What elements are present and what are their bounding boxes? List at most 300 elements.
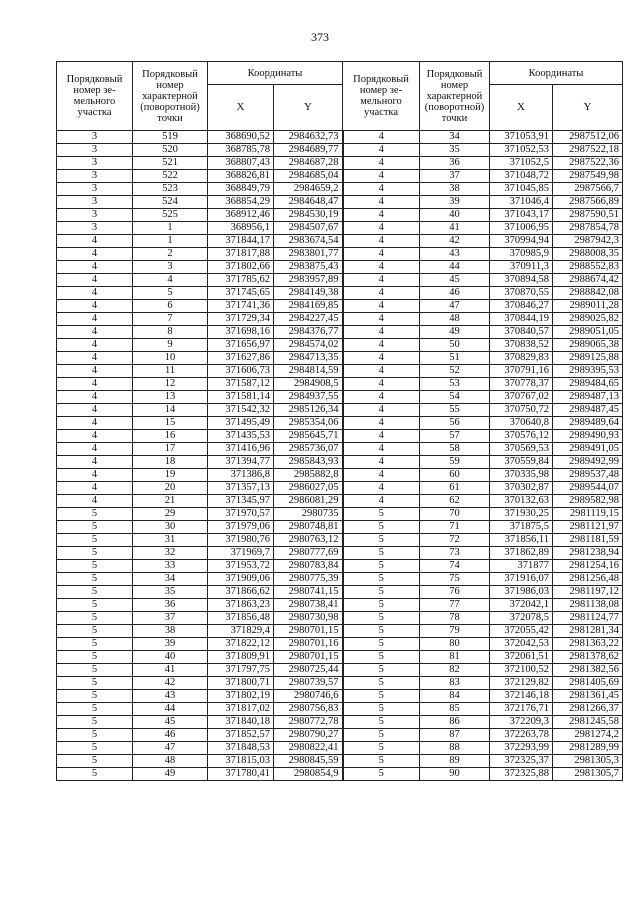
- table-row: [57, 586, 623, 599]
- cell-parcel-no-right: 4: [343, 170, 420, 183]
- cell-parcel-no: 5: [57, 703, 133, 716]
- cell-point-no: 43: [133, 690, 208, 703]
- cell-parcel-no-right: 4: [343, 144, 420, 157]
- cell-parcel-no: 4: [57, 404, 133, 417]
- cell-point-no: 41: [133, 664, 208, 677]
- cell-y-coord: 2986027,05: [274, 482, 343, 495]
- cell-y-coord: 2980756,83: [274, 703, 343, 716]
- cell-x-coord-right: 370132,63: [490, 495, 553, 508]
- cell-x-coord-right: 370767,02: [490, 391, 553, 404]
- cell-parcel-no-right: 5: [343, 508, 420, 521]
- cell-parcel-no: 4: [57, 339, 133, 352]
- cell-x-coord-right: 372293,99: [490, 742, 553, 755]
- cell-parcel-no-right: 5: [343, 651, 420, 664]
- table-row: [57, 248, 623, 261]
- cell-x-coord-right: 370911,3: [490, 261, 553, 274]
- table-row: [57, 508, 623, 521]
- cell-point-no: 36: [133, 599, 208, 612]
- cell-parcel-no: 5: [57, 729, 133, 742]
- cell-x-coord-right: 370994,94: [490, 235, 553, 248]
- cell-y-coord-right: 2981197,12: [553, 586, 623, 599]
- cell-parcel-no: 4: [57, 482, 133, 495]
- table-row: [57, 378, 623, 391]
- cell-x-coord-right: 371986,03: [490, 586, 553, 599]
- cell-x-coord: 371909,06: [208, 573, 274, 586]
- cell-parcel-no-right: 4: [343, 196, 420, 209]
- cell-point-no-right: 81: [420, 651, 490, 664]
- table-row: [57, 365, 623, 378]
- cell-x-coord: 371542,32: [208, 404, 274, 417]
- cell-y-coord: 2985882,8: [274, 469, 343, 482]
- cell-x-coord-right: 372078,5: [490, 612, 553, 625]
- table-body: [57, 131, 623, 781]
- cell-y-coord: 2985645,71: [274, 430, 343, 443]
- cell-y-coord-right: 2989582,98: [553, 495, 623, 508]
- cell-parcel-no: 5: [57, 690, 133, 703]
- cell-x-coord: 371979,06: [208, 521, 274, 534]
- table-row: [57, 768, 623, 781]
- cell-point-no: 12: [133, 378, 208, 391]
- cell-x-coord-right: 370640,8: [490, 417, 553, 430]
- cell-parcel-no-right: 4: [343, 482, 420, 495]
- table-row: [57, 274, 623, 287]
- cell-point-no-right: 76: [420, 586, 490, 599]
- cell-parcel-no-right: 4: [343, 287, 420, 300]
- cell-y-coord: 2983875,43: [274, 261, 343, 274]
- cell-y-coord: 2983801,77: [274, 248, 343, 261]
- cell-point-no-right: 79: [420, 625, 490, 638]
- cell-point-no: 521: [133, 157, 208, 170]
- cell-parcel-no: 5: [57, 560, 133, 573]
- table-row: [57, 534, 623, 547]
- cell-y-coord-right: 2987512,06: [553, 131, 623, 144]
- cell-x-coord-right: 370778,37: [490, 378, 553, 391]
- cell-x-coord: 371980,76: [208, 534, 274, 547]
- cell-x-coord-right: 370840,57: [490, 326, 553, 339]
- table-row: [57, 482, 623, 495]
- cell-point-no: 519: [133, 131, 208, 144]
- table-row: [57, 235, 623, 248]
- cell-x-coord-right: 371053,91: [490, 131, 553, 144]
- cell-y-coord-right: 2987522,18: [553, 144, 623, 157]
- header-point-no-right: Порядковый номер характерной (поворотной) точки: [420, 62, 490, 131]
- cell-point-no-right: 70: [420, 508, 490, 521]
- cell-y-coord: 2980845,59: [274, 755, 343, 768]
- cell-y-coord-right: 2987854,78: [553, 222, 623, 235]
- cell-y-coord: 2980735: [274, 508, 343, 521]
- cell-y-coord: 2984687,28: [274, 157, 343, 170]
- cell-x-coord-right: 371043,17: [490, 209, 553, 222]
- cell-point-no-right: 45: [420, 274, 490, 287]
- cell-y-coord-right: 2988008,35: [553, 248, 623, 261]
- cell-x-coord: 371745,65: [208, 287, 274, 300]
- table-row: [57, 196, 623, 209]
- cell-y-coord: 2984507,67: [274, 222, 343, 235]
- cell-parcel-no-right: 4: [343, 417, 420, 430]
- table-row: [57, 352, 623, 365]
- cell-y-coord: 2980790,27: [274, 729, 343, 742]
- cell-parcel-no-right: 5: [343, 690, 420, 703]
- cell-parcel-no-right: 5: [343, 599, 420, 612]
- cell-y-coord-right: 2989395,53: [553, 365, 623, 378]
- cell-y-coord-right: 2981361,45: [553, 690, 623, 703]
- cell-y-coord-right: 2989065,38: [553, 339, 623, 352]
- cell-point-no: 42: [133, 677, 208, 690]
- cell-point-no: 37: [133, 612, 208, 625]
- cell-point-no-right: 41: [420, 222, 490, 235]
- cell-parcel-no-right: 5: [343, 534, 420, 547]
- cell-parcel-no-right: 4: [343, 326, 420, 339]
- cell-x-coord: 371856,48: [208, 612, 274, 625]
- cell-point-no-right: 38: [420, 183, 490, 196]
- header-y: Y: [274, 85, 343, 131]
- cell-x-coord-right: 372176,71: [490, 703, 553, 716]
- cell-point-no-right: 39: [420, 196, 490, 209]
- cell-parcel-no: 4: [57, 391, 133, 404]
- cell-point-no: 523: [133, 183, 208, 196]
- cell-parcel-no-right: 4: [343, 183, 420, 196]
- cell-y-coord-right: 2987566,89: [553, 196, 623, 209]
- cell-x-coord: 371969,7: [208, 547, 274, 560]
- cell-x-coord: 371435,53: [208, 430, 274, 443]
- cell-x-coord-right: 370894,58: [490, 274, 553, 287]
- cell-y-coord-right: 2989025,82: [553, 313, 623, 326]
- cell-y-coord: 2985354,06: [274, 417, 343, 430]
- table-row: [57, 664, 623, 677]
- cell-point-no: 520: [133, 144, 208, 157]
- table-row: [57, 742, 623, 755]
- cell-x-coord: 371656,97: [208, 339, 274, 352]
- cell-parcel-no: 4: [57, 430, 133, 443]
- cell-point-no-right: 46: [420, 287, 490, 300]
- table-row: [57, 157, 623, 170]
- cell-y-coord-right: 2981274,2: [553, 729, 623, 742]
- cell-point-no: 44: [133, 703, 208, 716]
- cell-parcel-no: 3: [57, 144, 133, 157]
- cell-x-coord: 371729,34: [208, 313, 274, 326]
- cell-point-no: 33: [133, 560, 208, 573]
- cell-y-coord-right: 2981119,15: [553, 508, 623, 521]
- cell-x-coord-right: 371930,25: [490, 508, 553, 521]
- table-row: [57, 716, 623, 729]
- cell-x-coord: 368826,81: [208, 170, 274, 183]
- cell-x-coord: 371386,8: [208, 469, 274, 482]
- cell-y-coord: 2980822,41: [274, 742, 343, 755]
- cell-parcel-no-right: 4: [343, 339, 420, 352]
- cell-x-coord-right: 370829,83: [490, 352, 553, 365]
- cell-y-coord-right: 2981289,99: [553, 742, 623, 755]
- cell-point-no-right: 82: [420, 664, 490, 677]
- cell-point-no-right: 61: [420, 482, 490, 495]
- cell-y-coord: 2980854,9: [274, 768, 343, 781]
- cell-y-coord: 2986081,29: [274, 495, 343, 508]
- cell-x-coord: 371817,02: [208, 703, 274, 716]
- cell-point-no-right: 54: [420, 391, 490, 404]
- cell-parcel-no-right: 5: [343, 586, 420, 599]
- cell-y-coord-right: 2981281,34: [553, 625, 623, 638]
- cell-x-coord-right: 371877: [490, 560, 553, 573]
- cell-parcel-no: 5: [57, 677, 133, 690]
- table-row: [57, 560, 623, 573]
- cell-point-no: 19: [133, 469, 208, 482]
- cell-point-no-right: 84: [420, 690, 490, 703]
- table-row: [57, 521, 623, 534]
- cell-x-coord-right: 372061,51: [490, 651, 553, 664]
- cell-y-coord-right: 2987522,36: [553, 157, 623, 170]
- cell-x-coord: 371394,77: [208, 456, 274, 469]
- cell-x-coord-right: 370870,55: [490, 287, 553, 300]
- cell-y-coord-right: 2987549,98: [553, 170, 623, 183]
- cell-x-coord: 368956,1: [208, 222, 274, 235]
- cell-parcel-no-right: 5: [343, 521, 420, 534]
- cell-parcel-no-right: 5: [343, 729, 420, 742]
- cell-x-coord: 368854,29: [208, 196, 274, 209]
- table-row: [57, 625, 623, 638]
- cell-y-coord: 2984149,38: [274, 287, 343, 300]
- page-number: 373: [311, 30, 329, 44]
- cell-parcel-no: 4: [57, 365, 133, 378]
- cell-parcel-no-right: 4: [343, 248, 420, 261]
- cell-y-coord: 2984908,5: [274, 378, 343, 391]
- table-row: [57, 222, 623, 235]
- table-row: [57, 209, 623, 222]
- cell-x-coord-right: 372100,52: [490, 664, 553, 677]
- cell-x-coord-right: 371052,53: [490, 144, 553, 157]
- cell-x-coord-right: 370302,87: [490, 482, 553, 495]
- cell-y-coord-right: 2989011,28: [553, 300, 623, 313]
- table-row: [57, 729, 623, 742]
- cell-parcel-no: 5: [57, 534, 133, 547]
- cell-x-coord: 371970,57: [208, 508, 274, 521]
- cell-y-coord-right: 2989544,07: [553, 482, 623, 495]
- cell-y-coord-right: 2987942,3: [553, 235, 623, 248]
- cell-parcel-no-right: 5: [343, 638, 420, 651]
- cell-x-coord-right: 370791,16: [490, 365, 553, 378]
- table-row: [57, 690, 623, 703]
- table-row: [57, 495, 623, 508]
- cell-parcel-no: 4: [57, 469, 133, 482]
- cell-point-no-right: 56: [420, 417, 490, 430]
- cell-y-coord: 2984659,2: [274, 183, 343, 196]
- cell-x-coord: 371627,86: [208, 352, 274, 365]
- cell-point-no-right: 60: [420, 469, 490, 482]
- cell-x-coord-right: 370335,98: [490, 469, 553, 482]
- table-row: [57, 573, 623, 586]
- cell-point-no-right: 44: [420, 261, 490, 274]
- cell-point-no: 30: [133, 521, 208, 534]
- cell-point-no: 10: [133, 352, 208, 365]
- cell-point-no: 3: [133, 261, 208, 274]
- cell-y-coord-right: 2988674,42: [553, 274, 623, 287]
- cell-y-coord: 2980725,44: [274, 664, 343, 677]
- cell-parcel-no: 5: [57, 768, 133, 781]
- cell-point-no: 14: [133, 404, 208, 417]
- cell-parcel-no: 3: [57, 196, 133, 209]
- cell-y-coord: 2980783,84: [274, 560, 343, 573]
- cell-parcel-no-right: 4: [343, 352, 420, 365]
- cell-point-no-right: 49: [420, 326, 490, 339]
- cell-point-no-right: 42: [420, 235, 490, 248]
- cell-y-coord-right: 2989537,48: [553, 469, 623, 482]
- cell-x-coord-right: 372042,1: [490, 599, 553, 612]
- cell-x-coord: 371866,62: [208, 586, 274, 599]
- cell-y-coord-right: 2981124,77: [553, 612, 623, 625]
- cell-point-no-right: 52: [420, 365, 490, 378]
- table-row: [57, 326, 623, 339]
- cell-y-coord: 2984632,73: [274, 131, 343, 144]
- cell-x-coord-right: 372209,3: [490, 716, 553, 729]
- cell-point-no: 46: [133, 729, 208, 742]
- cell-parcel-no-right: 4: [343, 313, 420, 326]
- cell-y-coord-right: 2989492,99: [553, 456, 623, 469]
- cell-y-coord-right: 2989491,05: [553, 443, 623, 456]
- table-row: [57, 677, 623, 690]
- table-row: [57, 599, 623, 612]
- cell-x-coord-right: 370844,19: [490, 313, 553, 326]
- cell-parcel-no: 3: [57, 183, 133, 196]
- cell-parcel-no-right: 4: [343, 261, 420, 274]
- cell-parcel-no: 4: [57, 261, 133, 274]
- cell-parcel-no-right: 4: [343, 378, 420, 391]
- cell-y-coord-right: 2981378,62: [553, 651, 623, 664]
- cell-parcel-no-right: 4: [343, 495, 420, 508]
- cell-x-coord: 371817,88: [208, 248, 274, 261]
- cell-parcel-no: 3: [57, 157, 133, 170]
- cell-point-no: 1: [133, 235, 208, 248]
- cell-x-coord-right: 372042,53: [490, 638, 553, 651]
- cell-x-coord: 371797,75: [208, 664, 274, 677]
- cell-point-no-right: 71: [420, 521, 490, 534]
- cell-point-no: 48: [133, 755, 208, 768]
- cell-parcel-no: 3: [57, 209, 133, 222]
- cell-y-coord-right: 2981305,3: [553, 755, 623, 768]
- cell-x-coord-right: 370838,52: [490, 339, 553, 352]
- cell-x-coord: 368912,46: [208, 209, 274, 222]
- cell-point-no: 34: [133, 573, 208, 586]
- cell-y-coord: 2985843,93: [274, 456, 343, 469]
- cell-x-coord: 368785,78: [208, 144, 274, 157]
- header-coords-right: Координаты: [490, 62, 623, 85]
- cell-x-coord: 371863,23: [208, 599, 274, 612]
- cell-point-no: 49: [133, 768, 208, 781]
- cell-y-coord-right: 2989487,13: [553, 391, 623, 404]
- cell-parcel-no: 4: [57, 352, 133, 365]
- cell-y-coord: 2984376,77: [274, 326, 343, 339]
- cell-point-no-right: 89: [420, 755, 490, 768]
- cell-y-coord-right: 2989125,88: [553, 352, 623, 365]
- cell-y-coord: 2984937,55: [274, 391, 343, 404]
- cell-point-no-right: 53: [420, 378, 490, 391]
- cell-x-coord: 371800,71: [208, 677, 274, 690]
- cell-y-coord-right: 2981256,48: [553, 573, 623, 586]
- cell-y-coord-right: 2988552,83: [553, 261, 623, 274]
- header-parcel-no: Порядковый номер зе-мельного участка: [57, 62, 133, 131]
- cell-y-coord-right: 2989490,93: [553, 430, 623, 443]
- cell-parcel-no: 5: [57, 664, 133, 677]
- cell-parcel-no-right: 4: [343, 443, 420, 456]
- cell-y-coord-right: 2981238,94: [553, 547, 623, 560]
- cell-parcel-no: 5: [57, 508, 133, 521]
- table-row: [57, 703, 623, 716]
- cell-parcel-no-right: 5: [343, 547, 420, 560]
- cell-parcel-no-right: 5: [343, 703, 420, 716]
- table-row: [57, 144, 623, 157]
- cell-parcel-no-right: 4: [343, 300, 420, 313]
- cell-parcel-no-right: 4: [343, 404, 420, 417]
- coordinates-table: [56, 61, 623, 781]
- cell-point-no: 40: [133, 651, 208, 664]
- cell-y-coord: 2980748,81: [274, 521, 343, 534]
- cell-parcel-no: 4: [57, 235, 133, 248]
- cell-x-coord: 371840,18: [208, 716, 274, 729]
- cell-x-coord: 371844,17: [208, 235, 274, 248]
- cell-point-no-right: 77: [420, 599, 490, 612]
- cell-parcel-no-right: 5: [343, 716, 420, 729]
- cell-x-coord: 371357,13: [208, 482, 274, 495]
- table-row: [57, 261, 623, 274]
- cell-point-no: 45: [133, 716, 208, 729]
- cell-parcel-no-right: 4: [343, 222, 420, 235]
- cell-point-no: 17: [133, 443, 208, 456]
- cell-point-no-right: 58: [420, 443, 490, 456]
- cell-parcel-no-right: 4: [343, 469, 420, 482]
- cell-point-no: 9: [133, 339, 208, 352]
- cell-x-coord-right: 372325,37: [490, 755, 553, 768]
- cell-parcel-no: 5: [57, 547, 133, 560]
- cell-x-coord: 371802,19: [208, 690, 274, 703]
- cell-point-no: 5: [133, 287, 208, 300]
- cell-point-no-right: 36: [420, 157, 490, 170]
- cell-y-coord: 2980763,12: [274, 534, 343, 547]
- header-x-right: X: [490, 85, 553, 131]
- cell-point-no-right: 55: [420, 404, 490, 417]
- cell-parcel-no: 5: [57, 638, 133, 651]
- cell-x-coord: 368807,43: [208, 157, 274, 170]
- cell-point-no-right: 87: [420, 729, 490, 742]
- cell-y-coord: 2980741,15: [274, 586, 343, 599]
- header-coords: Координаты: [208, 62, 343, 85]
- cell-point-no-right: 85: [420, 703, 490, 716]
- cell-point-no-right: 90: [420, 768, 490, 781]
- cell-point-no-right: 88: [420, 742, 490, 755]
- cell-point-no-right: 34: [420, 131, 490, 144]
- cell-parcel-no: 5: [57, 716, 133, 729]
- cell-y-coord: 2980738,41: [274, 599, 343, 612]
- cell-point-no-right: 40: [420, 209, 490, 222]
- cell-point-no: 2: [133, 248, 208, 261]
- cell-y-coord-right: 2987590,51: [553, 209, 623, 222]
- cell-point-no-right: 78: [420, 612, 490, 625]
- table-row: [57, 456, 623, 469]
- cell-parcel-no: 4: [57, 378, 133, 391]
- table-row: [57, 391, 623, 404]
- cell-y-coord: 2980730,98: [274, 612, 343, 625]
- cell-y-coord: 2984574,02: [274, 339, 343, 352]
- cell-parcel-no: 3: [57, 170, 133, 183]
- cell-x-coord-right: 371006,95: [490, 222, 553, 235]
- cell-y-coord-right: 2989484,65: [553, 378, 623, 391]
- cell-y-coord: 2980746,6: [274, 690, 343, 703]
- cell-y-coord: 2984689,77: [274, 144, 343, 157]
- cell-x-coord: 371848,53: [208, 742, 274, 755]
- cell-parcel-no-right: 5: [343, 625, 420, 638]
- table-row: [57, 430, 623, 443]
- cell-x-coord-right: 371856,11: [490, 534, 553, 547]
- cell-point-no: 11: [133, 365, 208, 378]
- cell-point-no-right: 47: [420, 300, 490, 313]
- cell-y-coord-right: 2981121,97: [553, 521, 623, 534]
- header-x: X: [208, 85, 274, 131]
